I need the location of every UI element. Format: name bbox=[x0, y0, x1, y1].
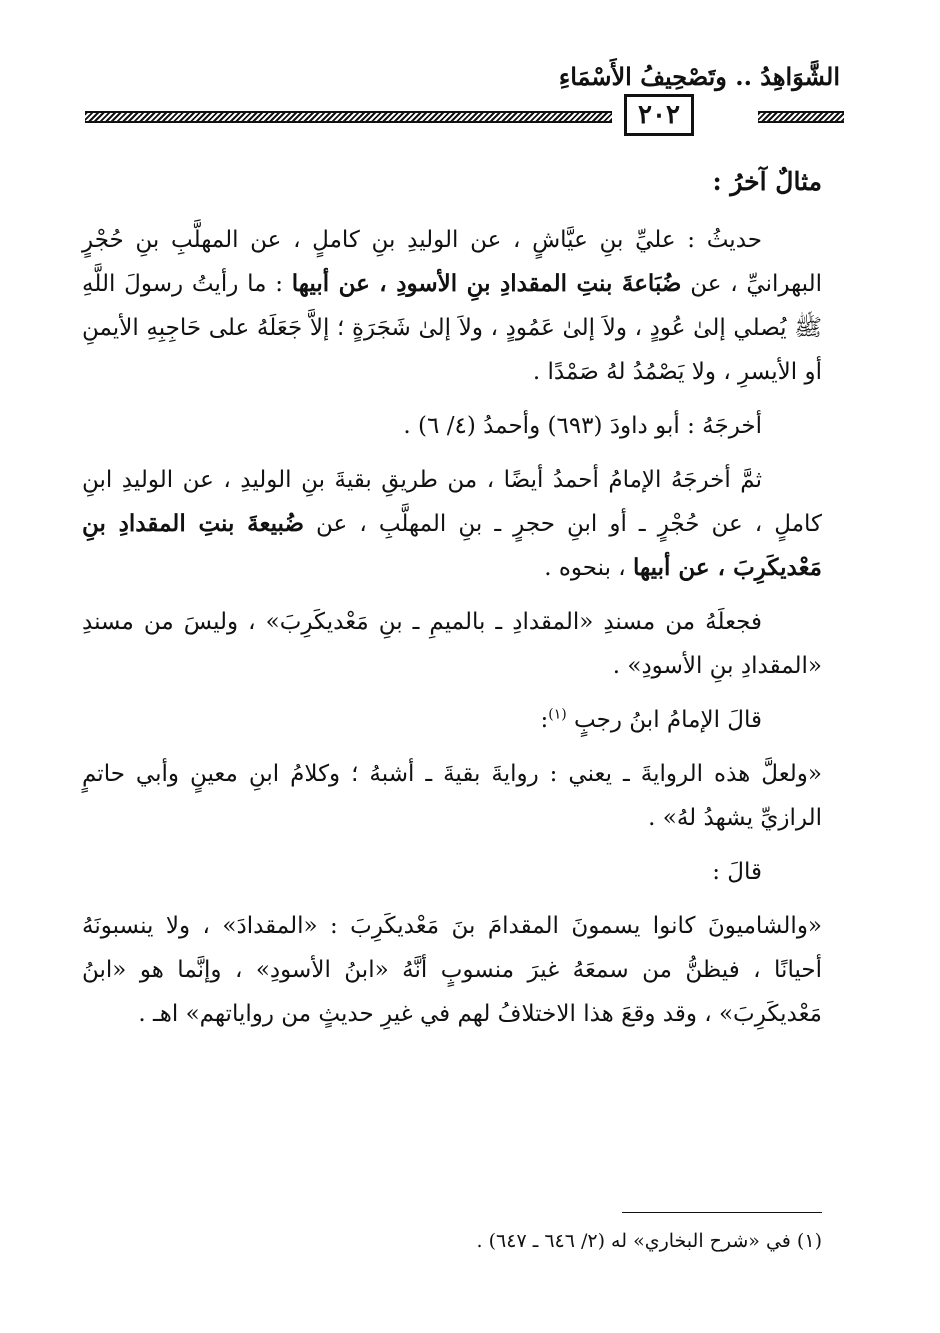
paragraph-takhrij: أخرجَهُ : أبو داودَ (٦٩٣) وأحمدُ (٤/ ٦) . bbox=[403, 413, 762, 439]
paragraph-second-route bbox=[82, 458, 822, 590]
header-rule-right bbox=[758, 111, 844, 123]
paragraph-qala: قالَ : bbox=[712, 859, 762, 885]
route-text-a: ثمَّ أخرجَهُ الإمامُ أحمدُ أيضًا ، من طريقِ بقيةَ بنِ الوليدِ ، عن الوليدِ ابنِ كاملٍ ، عن حُجْرٍ ـ أو ابنِ حجرٍ ـ بنِ المهلَّبِ ، عن bbox=[82, 467, 822, 537]
paragraph-quote-1: «ولعلَّ هذه الروايةَ ـ يعني : روايةَ بقيةَ ـ أشبهُ ؛ وكلامُ ابنِ معينٍ وأبي حاتمٍ الرازيِّ يشهدُ لهُ» . bbox=[82, 761, 822, 831]
ibn-rajab-text: قالَ الإمامُ ابنُ رجبٍ bbox=[566, 707, 762, 733]
paragraph-hadith bbox=[82, 218, 822, 394]
route-text-bold: ضُبيعةَ بنتِ المقدادِ بنِ مَعْديكَرِبَ ، عن أبيها bbox=[82, 510, 822, 581]
paragraph-quote-2: «والشاميونَ كانوا يسمونَ المقدامَ بنَ مَعْديكَرِبَ : «المقدادَ» ، ولا ينسبونَهُ أحيانًا ، فيظنُّ من سمعَهُ غيرَ منسوبٍ أنَّهُ «ابنُ الأسودِ» ، وإنَّما هو «ابنُ مَعْديكَرِبَ» ، وقد وقعَ هذا الاختلافُ لهم في غيرِ حديثٍ من رواياتهم» اهـ . bbox=[82, 913, 822, 1027]
route-text-c: ، بنحوه . bbox=[544, 555, 634, 581]
header-rule-left bbox=[85, 111, 612, 123]
running-title: الشَّوَاهِدُ .. وتَصْحِيفُ الأَسْمَاءِ bbox=[558, 62, 840, 91]
footnote: (١) في «شرح البخاري» له (٢/ ٦٤٦ ـ ٦٤٧) . bbox=[476, 1230, 822, 1252]
paragraph-ibn-rajab bbox=[82, 698, 822, 742]
hadith-text-a: حديثُ : عليِّ بنِ عيَّاشٍ ، عن الوليدِ بنِ كاملٍ ، عن المهلَّبِ بنِ حُجْرٍ البهرانيِّ ، عن bbox=[82, 227, 823, 297]
footnote-marker[interactable]: (١) bbox=[548, 706, 567, 723]
paragraph-musnad: فجعلَهُ من مسندِ «المقدادِ ـ بالميمِ ـ بنِ مَعْديكَرِبَ» ، وليسَ من مسندِ «المقدادِ بنِ الأسودِ» . bbox=[82, 609, 822, 679]
ibn-rajab-colon: : bbox=[540, 707, 549, 733]
footnote-separator bbox=[622, 1212, 822, 1213]
section-heading: مثالٌ آخرُ : bbox=[712, 167, 822, 196]
hadith-text-bold: ضُبَاعةَ بنتِ المقدادِ بنِ الأسودِ ، عن أبيها bbox=[291, 270, 682, 297]
main-text bbox=[82, 160, 822, 1046]
page-number: ٢٠٢ bbox=[624, 94, 694, 136]
hadith-text-c: : ما رأيتُ رسولَ اللَّهِ ﷺ يُصلي إلىٰ عُودٍ ، ولاَ إلىٰ عَمُودٍ ، ولاَ إلىٰ شَجَرَةٍ ؛ إلاَّ جَعَلَهُ على حَاجِبِهِ الأيمنِ أو الأيسرِ ، ولا يَصْمُدُ لهُ صَمْدًا . bbox=[82, 271, 822, 385]
